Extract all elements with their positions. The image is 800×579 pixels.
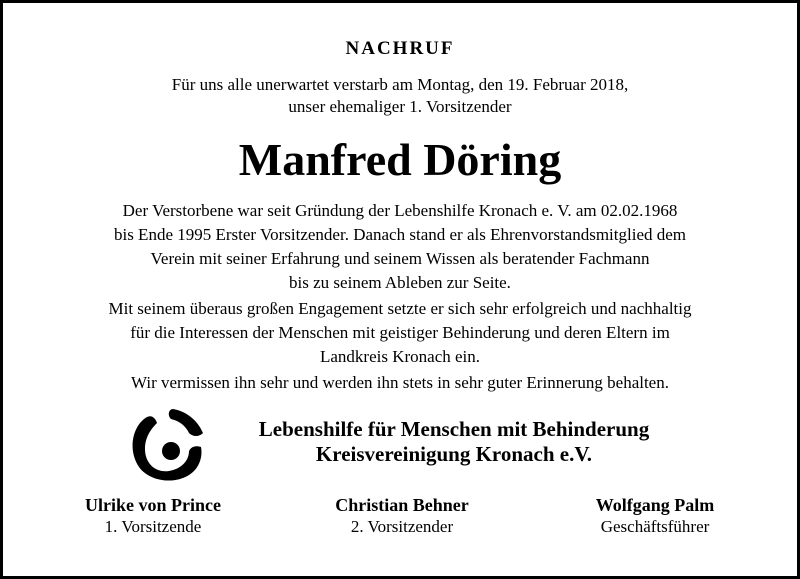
signatory-name: Christian Behner (335, 495, 469, 515)
organization-name (211, 417, 697, 467)
paragraph-line: Landkreis Kronach ein. (319, 347, 481, 366)
signatory (43, 495, 263, 537)
biography-paragraph (23, 199, 777, 295)
signatory (292, 495, 512, 537)
signatory (545, 495, 765, 537)
paragraph-line: Der Verstorbene war seit Gründung der Lebenshilfe Kronach e. V. am 02.02.1968 (122, 201, 678, 220)
paragraph-line: bis zu seinem Ableben zur Seite. (289, 273, 511, 292)
paragraph-line: bis Ende 1995 Erster Vorsitzender. Danach stand er als Ehrenvorstandsmitglied dem (113, 225, 687, 244)
signatory-name: Ulrike von Prince (85, 495, 221, 515)
notice-heading: NACHRUF (345, 38, 455, 59)
lebenshilfe-logo-icon (129, 405, 209, 485)
organization-line: Lebenshilfe für Menschen mit Behinderung (258, 417, 650, 441)
paragraph-line: Mit seinem überaus großen Engagement setzte er sich sehr erfolgreich und nachhaltig (108, 299, 692, 318)
paragraph-line: Verein mit seiner Erfahrung und seinem Wissen als beratender Fachmann (150, 249, 650, 268)
paragraph-line: für die Interessen der Menschen mit geistiger Behinderung und deren Eltern im (130, 323, 670, 342)
signatory-role: 2. Vorsitzender (350, 517, 454, 536)
signatory-name: Wolfgang Palm (595, 495, 715, 515)
signatory-role: 1. Vorsitzende (104, 517, 202, 536)
engagement-paragraph (23, 297, 777, 369)
organization-line: Kreisvereinigung Kronach e.V. (315, 442, 593, 466)
closing-paragraph: Wir vermissen ihn sehr und werden ihn stets in sehr guter Erinnerung behalten. (131, 373, 669, 392)
intro-line: unser ehemaliger 1. Vorsitzender (288, 97, 512, 116)
intro-text (3, 74, 797, 118)
intro-line: Für uns alle unerwartet verstarb am Montag, den 19. Februar 2018, (171, 75, 629, 94)
deceased-name: Manfred Döring (238, 134, 562, 185)
signatory-role: Geschäftsführer (600, 517, 710, 536)
